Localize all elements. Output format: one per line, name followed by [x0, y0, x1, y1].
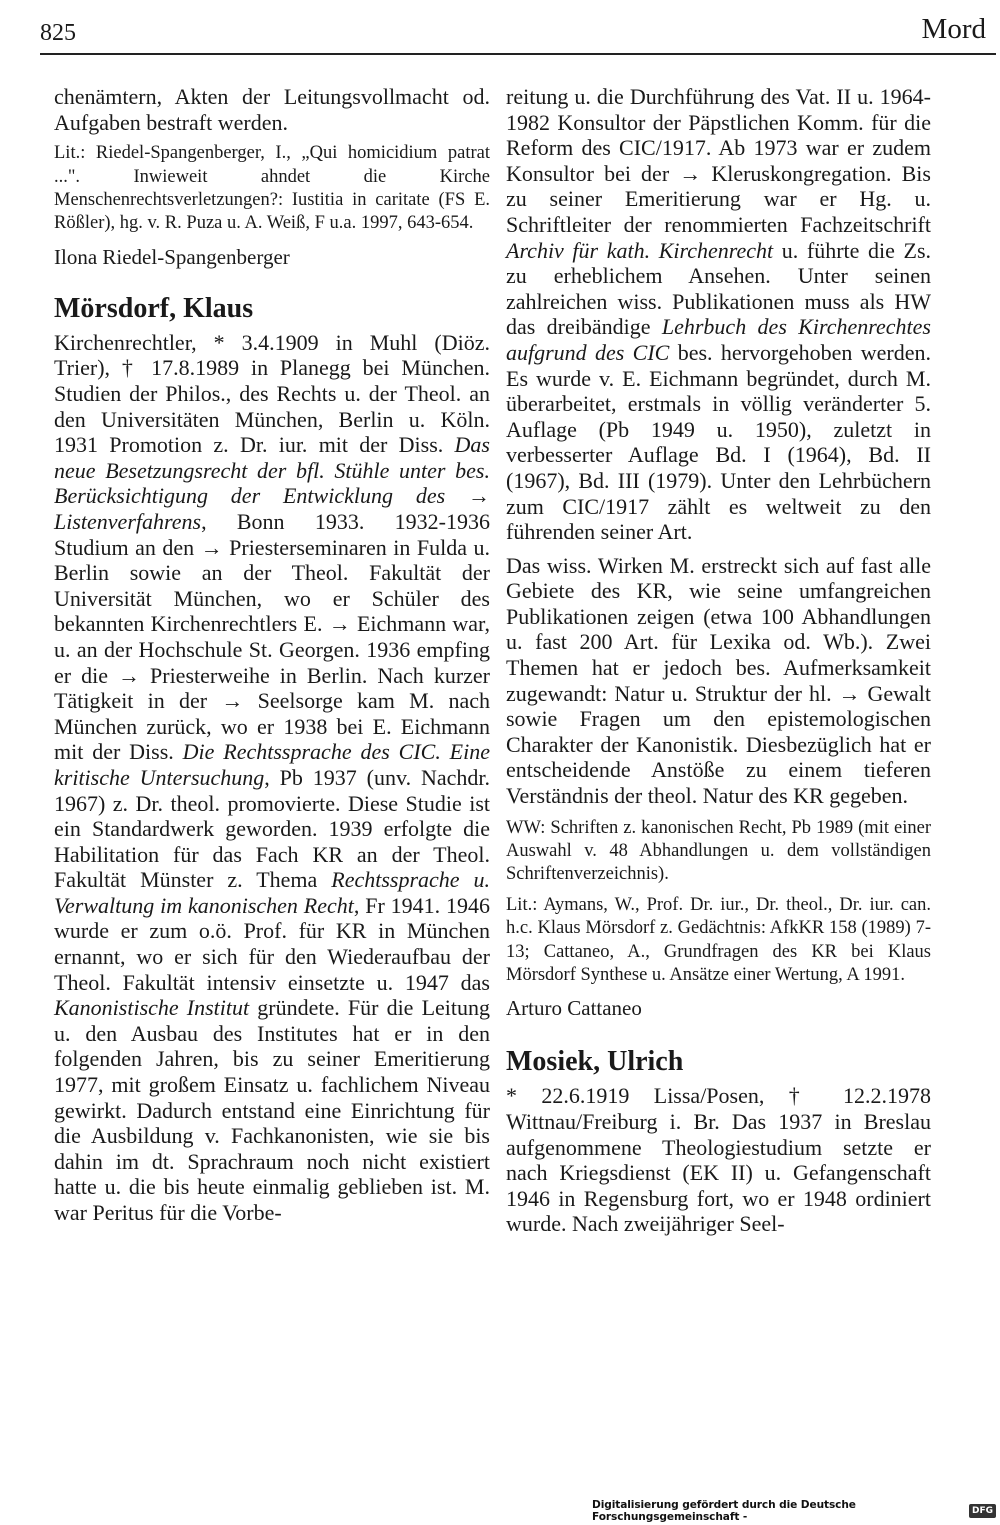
entry-body: * 22.6.1919 Lissa/Posen, † 12.2.1978 Wittnau/Freiburg i. Br. Das 1937 in Breslau aufgenommene Theologiestudium setzte er nach Kriegsdienst (EK II) u. Gefangenschaft 1946 in Regensburg fort, wo er 1948 ordiniert wurde. Nach zweijähriger Seel-: [506, 1083, 931, 1237]
left-column: [54, 84, 490, 1226]
author-signature: Ilona Riedel-Spangenberger: [54, 244, 290, 269]
body-text: , Pb 1937 (unv. Nachdr. 1967) z. Dr. theol. promovierte. Diese Studie ist ein Standardwerk geworden. 1939 erfolgte die Habilitation für das Fach KR an der Theol. Fakultät Münster z. Thema: [54, 764, 490, 893]
body-text: gründete. Für die Leitung u. den Ausbau des Institutes hat er in den folgenden Jahren, bis zu seiner Emeritierung 1977, mit großem Einsatz u. fachlichem Niveau gewirkt. Dadurch entstand eine Einrichtung für die Ausbildung v. Fachkanonisten, wie sie bis dahin im dt. Sprachraum noch nicht existiert hatte u. die bis heute einmalig geblieben ist. M. war Peritus für die Vorbe-: [54, 995, 490, 1225]
literature-note: Lit.: Aymans, W., Prof. Dr. iur., Dr. theol., Dr. iur. can. h.c. Klaus Mörsdorf z. Gedächtnis: AfkKR 158 (1989) 7-13; Cattaneo, A., Grundfragen des KR bei Klaus Mörsdorf Synthese u. Ansätze einer Wertung, A 1991.: [506, 894, 931, 986]
header-rule: [40, 53, 996, 55]
title-italic: Die Rechtssprache des CIC. Eine kritische Untersuchung: [54, 739, 490, 790]
journal-italic: Archiv für kath. Kirchenrecht: [506, 237, 774, 263]
funding-footer: [592, 1499, 996, 1523]
continued-paragraph: [506, 84, 931, 545]
body-text: reitung u. die Durchführung des Vat. II u. 1964-1982 Konsultor der Päpstlichen Komm. für die Reform des CIC/1917. Ab 1973 war er zudem Konsultor bei der → Kleruskongregation. Bis zu seiner Emeritierung war er Hg. u. Schriftleiter der renommierten Fachzeitschrift: [506, 84, 931, 237]
body-text: u. führte die Zs. zu erheblichem Ansehen. Unter seinen zahlreichen wiss. Publikationen muss als HW das dreibändige: [506, 237, 931, 340]
literature-note: Lit.: Riedel-Spangenberger, I., „Qui homicidium patrat ...". Inwieweit ahndet die Kirche Menschenrechtsverletzungen?: Iustitia in caritate (FS E. Rößler), hg. v. R. Puza u. A. Weiß, F u.a. 1997, 643-654.: [54, 143, 490, 234]
author-signature: Arturo Cattaneo: [506, 996, 642, 1021]
institute-italic: Kanonistische Institut: [54, 995, 250, 1021]
body-text: Kirchenrechtler, * 3.4.1909 in Muhl (Diöz. Trier), † 17.8.1989 in Planegg bei München. Studien der Philos., des Rechts u. der Theol. an den Universitäten München, Berlin u. Köln. 1931 Promotion z. Dr. iur. mit der Diss.: [54, 329, 490, 458]
entry-heading: Mörsdorf, Klaus: [54, 292, 254, 324]
paragraph: Das wiss. Wirken M. erstreckt sich auf fast alle Gebiete des KR, wie seine umfangreichen Publikationen zeigen (etwa 100 Abhandlungen u. fast 200 Art. für Lexika od. Wb.). Zwei Themen hat er jedoch bes. Aufmerksamkeit zugewandt: Natur u. Struktur der hl. → Gewalt sowie Fragen um den epistemologischen Charakter der Kanonistik. Diesbezüglich hat er entscheidende Anstöße zu einem tieferen Verständnis der theol. Natur des KR gegeben.: [506, 552, 931, 809]
body-text: , Fr 1941. 1946 wurde er zum o.ö. Prof. für KR in München ernannt, wo er sich für den Wiederaufbau der Theol. Fakultät intensiv einsetzte u. 1947 das: [54, 892, 490, 995]
running-head: Mord: [921, 13, 986, 45]
works-note: WW: Schriften z. kanonischen Recht, Pb 1989 (mit einer Auswahl v. 48 Abhandlungen u. dem vollständigen Schriftenverzeichnis).: [506, 817, 931, 885]
dfg-logo: DFG: [969, 1504, 996, 1518]
title-italic: Lehrbuch des Kirchenrechtes aufgrund des CIC: [506, 314, 931, 365]
title-italic: Das neue Besetzungsrecht der bfl. Stühle unter bes. Berücksichtigung der Entwicklung des → Listenverfahrens: [54, 432, 490, 534]
body-text: , Bonn 1933. 1932-1936 Studium an den → Priesterseminaren in Fulda u. Berlin sowie an der Theol. Fakultät der Universität München, wo er Schüler des bekannten Kirchenrechtlers E. → Eichmann war, u. an der Hochschule St. Georgen. 1936 empfing er die → Priesterweihe in Berlin. Nach kurzer Tätigkeit in der → Seelsorge kam M. nach München zurück, wo er 1938 bei E. Eichmann mit der Diss.: [54, 508, 490, 765]
continued-paragraph: chenämtern, Akten der Leitungsvollmacht od. Aufgaben bestraft werden.: [54, 84, 490, 135]
entry-body: [54, 330, 490, 1226]
page-number: 825: [40, 20, 76, 46]
right-column: [506, 84, 931, 1237]
title-italic: Rechtssprache u. Verwaltung im kanonischen Recht: [54, 867, 491, 918]
funding-note: Digitalisierung gefördert durch die Deutsche Forschungsgemeinschaft -: [592, 1499, 856, 1523]
entry-heading: Mosiek, Ulrich: [506, 1046, 684, 1078]
body-text: bes. hervorgehoben werden. Es wurde v. E. Eichmann begründet, durch M. überarbeitet, erstmals in völlig veränderter 5. Auflage (Pb 1949 u. 1950), zuletzt in verbesserter Auflage Bd. I (1964), Bd. II (1967), Bd. III (1979). Unter den Lehrbüchern zum CIC/1917 zählt es weltweit zu den führenden seiner Art.: [506, 339, 931, 545]
